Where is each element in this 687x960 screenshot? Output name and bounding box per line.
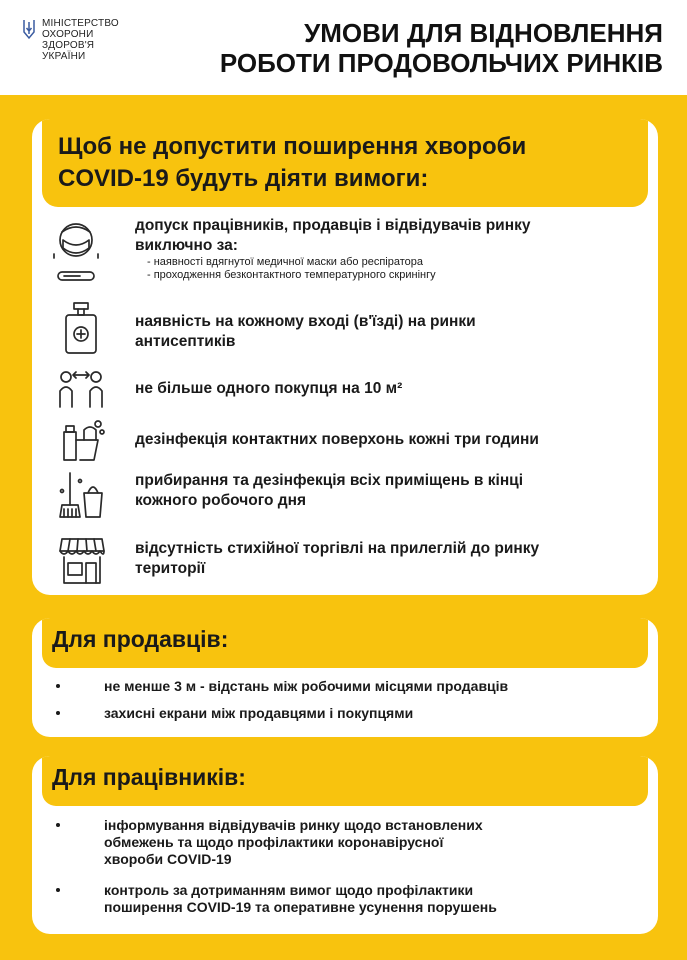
requirements-header <box>42 119 648 207</box>
requirements-card <box>32 119 658 595</box>
requirement-text: дезінфекція контактних поверхонь кожні три години <box>135 431 539 448</box>
list-item-text: не менше 3 м - відстань між робочими місцями продавців <box>104 678 509 694</box>
requirement-text: не більше одного покупця на 10 м² <box>135 380 403 397</box>
requirement-item <box>32 535 658 587</box>
sanitizer-icon <box>60 299 100 355</box>
requirement-item <box>32 299 658 359</box>
requirement-item <box>32 216 658 286</box>
requirement-item <box>32 471 658 523</box>
requirement-text: відсутність стихійної торгівлі на прилеглій до ринку території <box>135 540 540 577</box>
workers-card <box>32 756 658 934</box>
distance-icon <box>56 367 106 409</box>
requirements-title: Щоб не допустити поширення хвороби COVID-19 будуть діяти вимоги: <box>58 133 527 192</box>
sellers-title: Для продавців: <box>52 626 229 652</box>
requirement-item <box>32 367 658 411</box>
list-item-text: інформування відвідувачів ринку щодо встановлених обмежень та щодо профілактики коронавірусної хвороби COVID-19 <box>104 817 483 867</box>
list-item-text: контроль за дотриманням вимог щодо профілактики поширення COVID-19 та оперативне усунення порушень <box>104 882 497 915</box>
header <box>0 0 687 95</box>
ministry-name: МІНІСТЕРСТВО ОХОРОНИ ЗДОРОВ'Я УКРАЇНИ <box>42 18 119 62</box>
ministry-logo <box>22 18 119 62</box>
workers-header <box>42 756 648 806</box>
sellers-card <box>32 618 658 737</box>
bullet <box>56 711 60 715</box>
requirement-text: прибирання та дезінфекція всіх приміщень в кінці кожного робочого дня <box>135 472 524 509</box>
trident-icon <box>22 18 36 40</box>
bullet <box>56 684 60 688</box>
requirement-text: допуск працівників, продавців і відвідувачів ринку виключно за: - наявності вдягнутої медичної маски або респіратора - проходження безконтактного температурного скринінгу <box>135 217 531 281</box>
page-title: УМОВИ ДЛЯ ВІДНОВЛЕННЯ РОБОТИ ПРОДОВОЛЬЧИХ РИНКІВ <box>219 18 663 78</box>
cleaning-supplies-icon <box>58 416 106 462</box>
face-mask-icon <box>50 220 104 284</box>
sellers-header <box>42 618 648 668</box>
requirement-item <box>32 416 658 464</box>
bullet <box>56 888 60 892</box>
workers-title: Для працівників: <box>52 764 246 790</box>
list-item-text: захисні екрани між продавцями і покупцями <box>104 705 414 721</box>
bullet <box>56 823 60 827</box>
market-stall-icon <box>58 535 106 585</box>
broom-icon <box>58 471 106 521</box>
requirement-text: наявність на кожному вході (в'їзді) на ринки антисептиків <box>135 313 476 350</box>
